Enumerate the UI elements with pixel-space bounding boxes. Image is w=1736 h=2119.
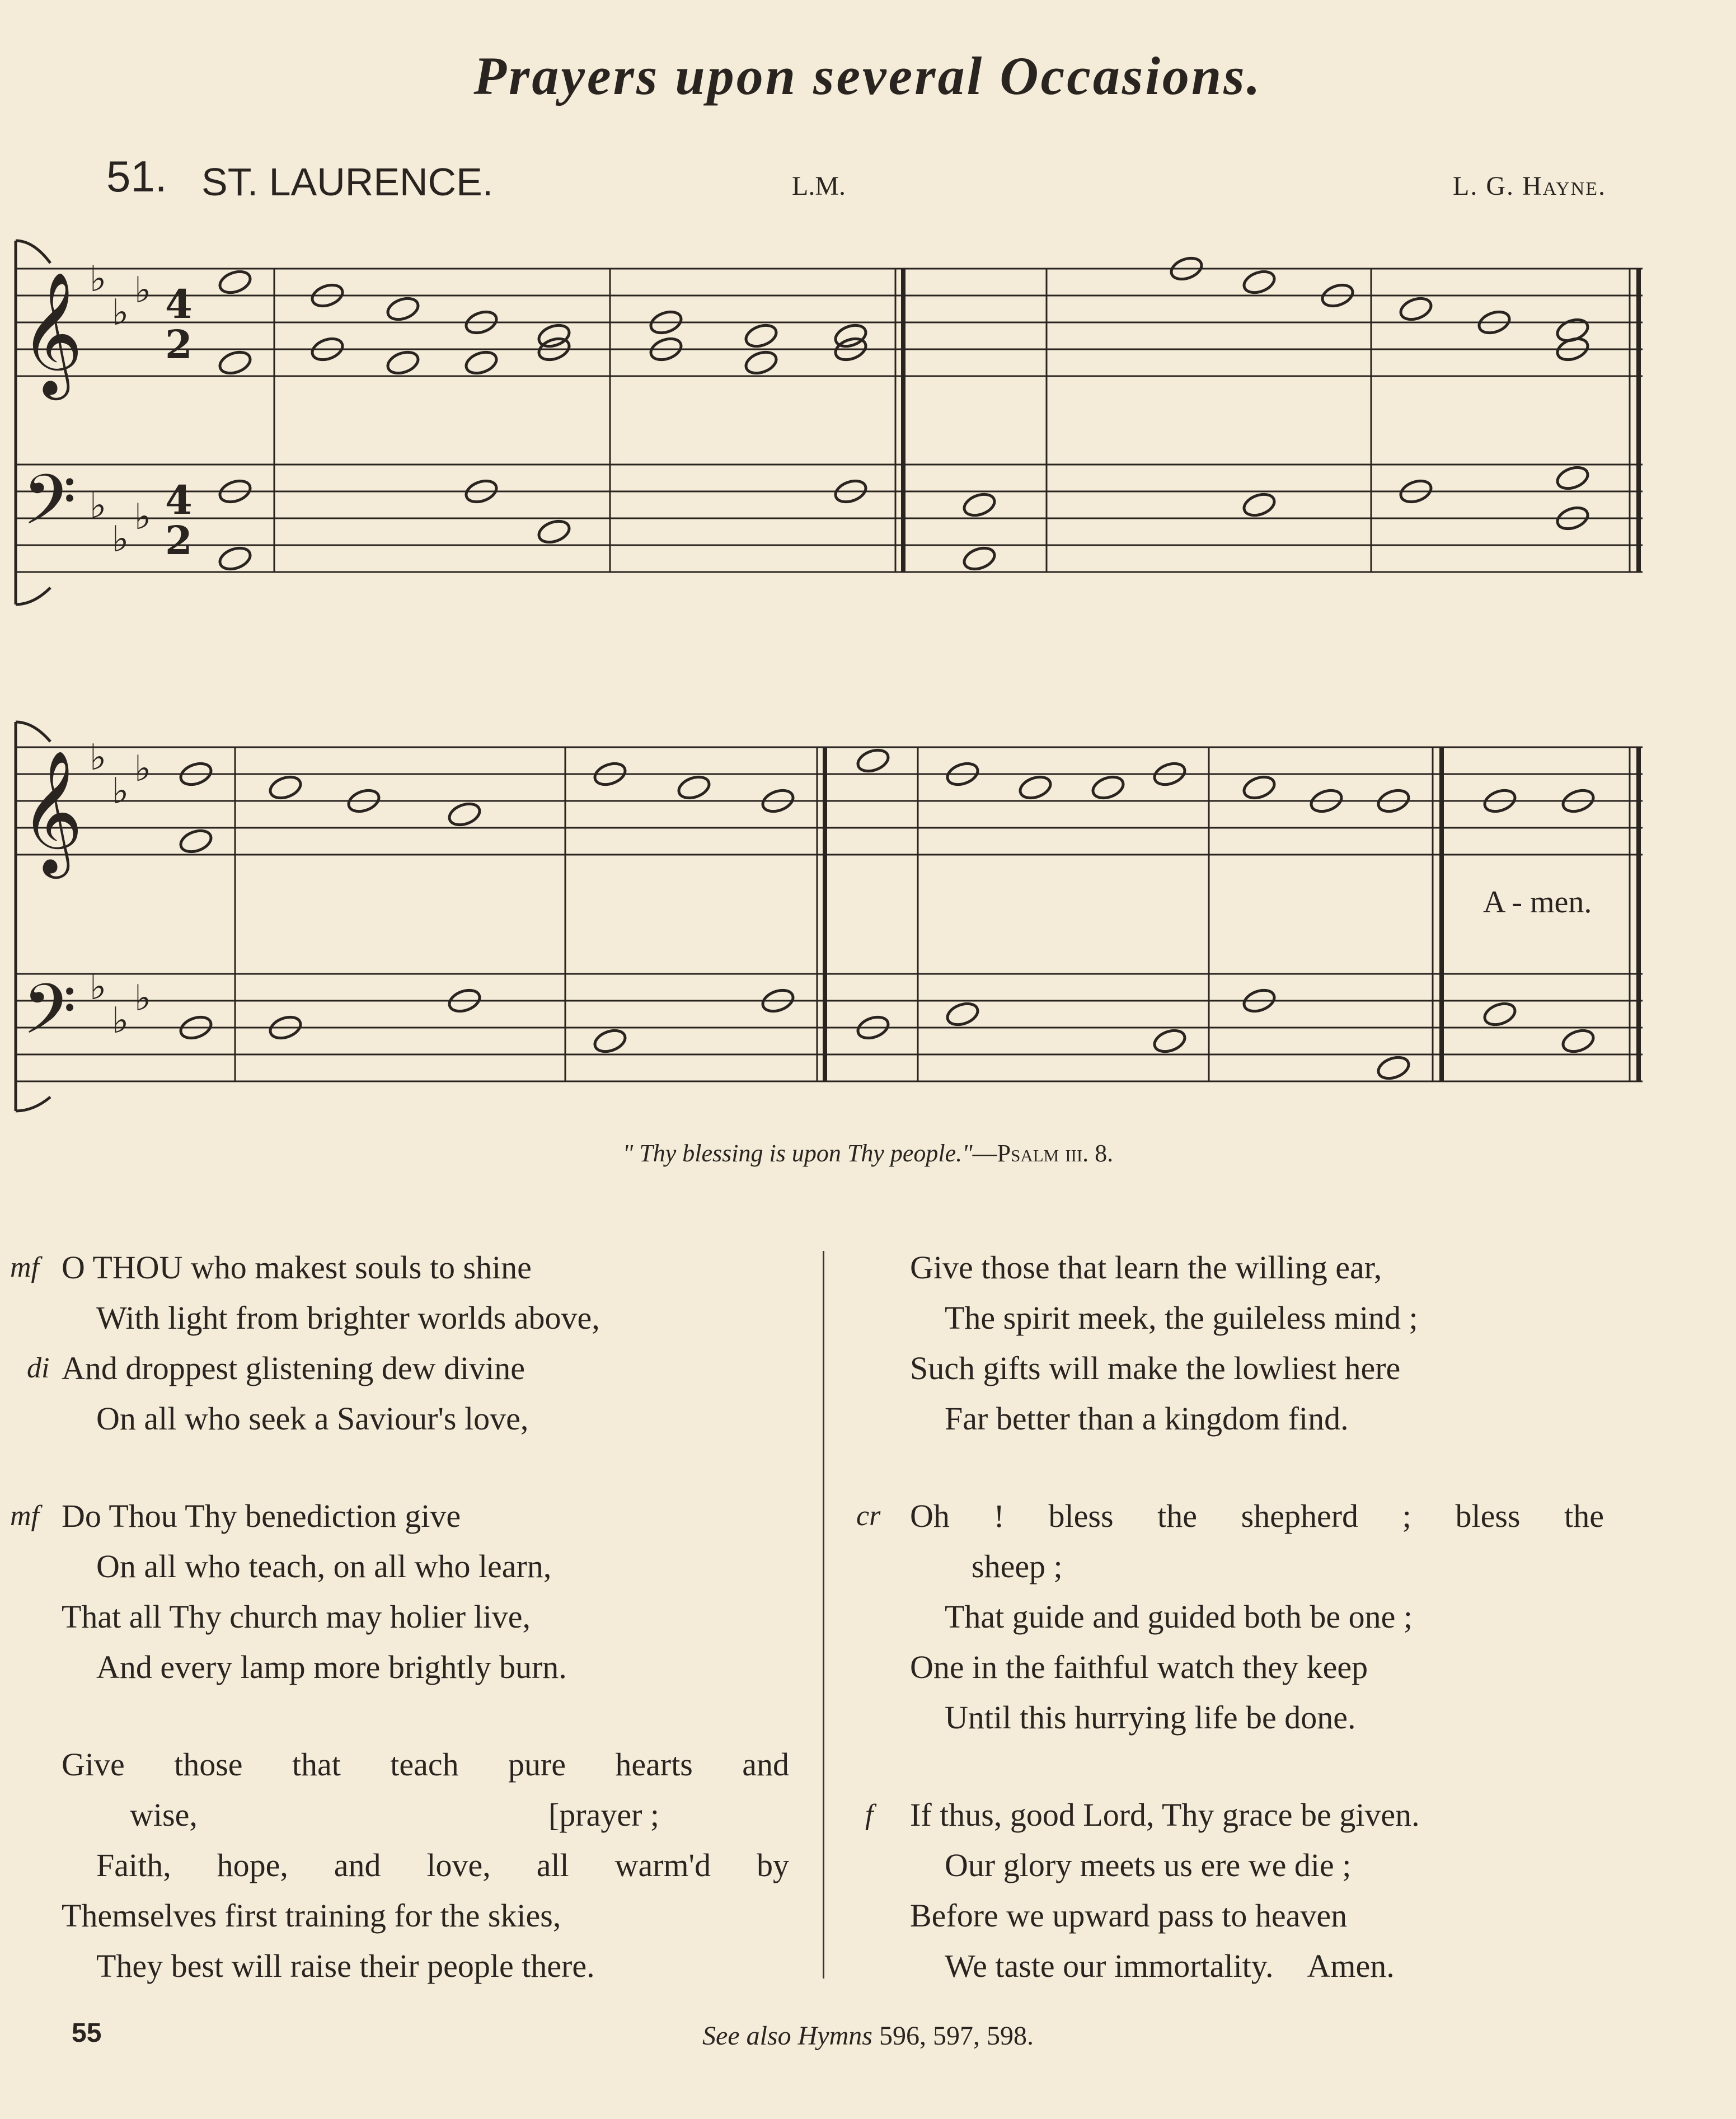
system-1-bass-staff bbox=[17, 465, 1643, 572]
verse-line-text: [prayer ; bbox=[548, 1797, 659, 1833]
time-signature bbox=[165, 281, 193, 564]
stanza-4 bbox=[839, 1243, 1623, 1444]
verse-line-text: wise, bbox=[130, 1797, 198, 1833]
dynamic-marking: cr bbox=[856, 1500, 881, 1532]
svg-text:♭: ♭ bbox=[112, 771, 129, 812]
dynamic-marking: f bbox=[865, 1799, 874, 1831]
verse-line bbox=[839, 1343, 1623, 1394]
stanza-1 bbox=[0, 1243, 817, 1444]
amen-lyric: A - men. bbox=[1483, 885, 1592, 920]
verse-line bbox=[839, 1941, 1623, 1991]
verse-line-text: Far better than a kingdom find. bbox=[945, 1400, 1349, 1437]
svg-text:♭: ♭ bbox=[134, 978, 152, 1019]
verses-left-column bbox=[0, 1243, 817, 2038]
epigraph bbox=[0, 1139, 1736, 1168]
hymn-tune-title: ST. LAURENCE. bbox=[201, 160, 494, 204]
dynamic-marking: mf bbox=[10, 1500, 39, 1532]
verse-line-text: The spirit meek, the guileless mind ; bbox=[945, 1300, 1418, 1336]
svg-text:♭: ♭ bbox=[112, 1000, 129, 1042]
verse-line bbox=[0, 1541, 817, 1592]
verse-line-text: We taste our immortality. bbox=[945, 1948, 1274, 1984]
svg-text:♭: ♭ bbox=[90, 485, 107, 527]
stanza-3 bbox=[0, 1740, 817, 1991]
verse-line-text: One in the faithful watch they keep bbox=[910, 1649, 1368, 1685]
system-2-treble-staff bbox=[17, 747, 1643, 855]
verse-line-text: And every lamp more brightly burn. bbox=[96, 1649, 567, 1685]
verse-line-text: On all who seek a Saviour's love, bbox=[96, 1400, 529, 1437]
verse-line-text: That all Thy church may holier live, bbox=[62, 1598, 531, 1635]
verse-line bbox=[839, 1293, 1623, 1343]
hymn-composer: L. G. Hayne. bbox=[1453, 171, 1606, 201]
verse-line bbox=[0, 1491, 817, 1541]
verse-line bbox=[0, 1642, 817, 1693]
verse-line-text: Faith, hope, and love, all warm'd by bbox=[96, 1847, 789, 1883]
svg-text:♭: ♭ bbox=[90, 259, 107, 300]
verse-line-text: Give those that teach pure hearts and bbox=[62, 1746, 789, 1783]
verse-line-text: That guide and guided both be one ; bbox=[945, 1598, 1413, 1635]
verse-line bbox=[839, 1891, 1623, 1941]
verse-line-text: They best will raise their people there. bbox=[96, 1948, 595, 1984]
system-2-notes bbox=[178, 746, 1596, 1082]
verse-line bbox=[0, 1293, 817, 1343]
verse-line-text: Such gifts will make the lowliest here bbox=[910, 1350, 1401, 1386]
verse-line bbox=[839, 1790, 1623, 1840]
page-number: 55 bbox=[72, 2018, 102, 2048]
svg-text:2: 2 bbox=[165, 321, 193, 368]
verse-line bbox=[839, 1394, 1623, 1444]
amen-text: Amen. bbox=[1307, 1948, 1395, 1984]
verses-right-column bbox=[839, 1243, 1623, 2038]
svg-text:♭: ♭ bbox=[90, 737, 107, 779]
verse-line-text: If thus, good Lord, Thy grace be given. bbox=[910, 1797, 1420, 1833]
verse-line bbox=[0, 1243, 817, 1293]
verse-line-text: Oh ! bless the shepherd ; bless the bbox=[910, 1498, 1604, 1534]
verse-line-text: Before we upward pass to heaven bbox=[910, 1897, 1348, 1934]
stanza-6 bbox=[839, 1790, 1623, 1991]
svg-text:♭: ♭ bbox=[134, 270, 152, 311]
verse-line bbox=[0, 1941, 817, 1991]
svg-text:♭: ♭ bbox=[112, 292, 129, 334]
hymn-number: 51. bbox=[106, 152, 167, 201]
stanza-5 bbox=[839, 1491, 1623, 1743]
bass-clef-icon: 𝄢 bbox=[22, 460, 77, 557]
svg-text:2: 2 bbox=[165, 517, 193, 564]
verse-line-text: Our glory meets us ere we die ; bbox=[945, 1847, 1352, 1883]
svg-text:4: 4 bbox=[165, 281, 193, 327]
treble-clef-icon: 𝄞 bbox=[20, 749, 83, 873]
system-2-barlines bbox=[235, 747, 1639, 1081]
epigraph-quote: " Thy blessing is upon Thy people." bbox=[622, 1140, 973, 1167]
hymn-meter: L.M. bbox=[792, 171, 846, 201]
verse-line bbox=[839, 1642, 1623, 1693]
verse-line bbox=[0, 1790, 817, 1840]
verse-line bbox=[0, 1343, 817, 1394]
treble-clef-icon: 𝄞 bbox=[20, 271, 83, 395]
svg-text:♭: ♭ bbox=[112, 519, 129, 560]
verse-line bbox=[839, 1491, 1623, 1541]
verse-line bbox=[0, 1840, 817, 1891]
see-also-numbers: 596, 597, 598. bbox=[879, 2021, 1034, 2051]
see-also-label: See also Hymns bbox=[702, 2021, 872, 2051]
verse-line bbox=[0, 1891, 817, 1941]
verse-line bbox=[839, 1592, 1623, 1642]
svg-text:♭: ♭ bbox=[134, 748, 152, 790]
verse-line-text: sheep ; bbox=[972, 1548, 1063, 1584]
verse-line-text: Themselves first training for the skies, bbox=[62, 1897, 561, 1934]
verse-line bbox=[839, 1541, 1623, 1592]
verse-line bbox=[0, 1592, 817, 1642]
verse-line-text: And droppest glistening dew divine bbox=[62, 1350, 526, 1386]
verse-line-text: On all who teach, on all who learn, bbox=[96, 1548, 552, 1584]
system-1-treble-staff bbox=[17, 269, 1643, 376]
column-divider bbox=[823, 1251, 824, 1979]
verse-line bbox=[0, 1740, 817, 1790]
verse-line-text: Until this hurrying life be done. bbox=[945, 1699, 1356, 1736]
svg-text:♭: ♭ bbox=[134, 496, 152, 538]
dynamic-marking: mf bbox=[10, 1251, 39, 1283]
verse-line-text: Do Thou Thy benediction give bbox=[62, 1498, 461, 1534]
verse-line bbox=[0, 1394, 817, 1444]
svg-text:4: 4 bbox=[165, 477, 193, 523]
bass-clef-icon: 𝄢 bbox=[22, 969, 77, 1067]
verse-line bbox=[839, 1243, 1623, 1293]
svg-text:♭: ♭ bbox=[90, 967, 107, 1008]
verse-line bbox=[839, 1840, 1623, 1891]
stanza-2 bbox=[0, 1491, 817, 1693]
page-header: Prayers upon several Occasions. bbox=[473, 46, 1263, 106]
system-2-bass-staff bbox=[17, 974, 1643, 1081]
epigraph-reference: —Psalm iii. 8. bbox=[972, 1140, 1114, 1167]
dynamic-marking: di bbox=[27, 1352, 50, 1384]
verse-line bbox=[839, 1693, 1623, 1743]
verse-line-text: O THOU who makest souls to shine bbox=[62, 1249, 532, 1286]
see-also-note bbox=[0, 2020, 1736, 2051]
verse-line-text: Give those that learn the willing ear, bbox=[910, 1249, 1382, 1286]
verse-line-text: With light from brighter worlds above, bbox=[96, 1300, 600, 1336]
